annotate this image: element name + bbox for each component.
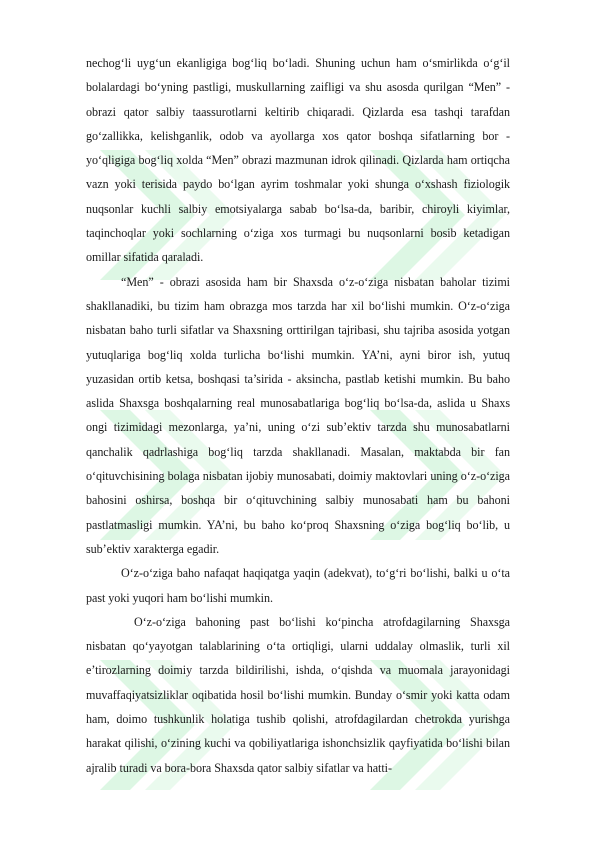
paragraph-3: O‘z-o‘ziga baho nafaqat haqiqatga yaqin (adekvat), to‘g‘ri bo‘lishi, balki u o‘ta past yoki yuqori ham bo‘lishi mumkin.	[86, 566, 510, 605]
paragraph-1: nechog‘li uyg‘un ekanligiga bog‘liq bo‘ladi. Shuning uchun ham o‘smirlikda o‘g‘il bolalardagi bo‘yning pastligi, muskullarning zaifligi va shu asosda qurilgan “Men” - obrazi qator salbiy taassurotlarni keltirib chiqaradi. Qizlarda esa tashqi tarafdan go‘zallikka, kelishganlik, odob va ayollarga xos qator boshqa sifatlarning bor - yo‘qligiga bog‘liq xolda “Men” obrazi mazmunan idrok qilinadi. Qizlarda ham ortiqcha vazn yoki terisida paydo bo‘lgan ayrim toshmalar yoki shunga o‘xshash fiziologik nuqsonlar kuchli salbiy emotsiyalarga sabab bo‘lsa-da, baribir, chiroyli kiyimlar, taqinchoqlar yoki sochlarning o‘ziga xos turmagi bu nuqsonlarni bosib ketadigan omillar sifatida qaraladi.	[86, 56, 510, 265]
paragraph-2: “Men” - obrazi asosida ham bir Shaxsda o‘z-o‘ziga nisbatan baholar tizimi shakllanadiki, bu tizim ham obrazga mos tarzda har xil bo‘lishi mumkin. O‘z-o‘ziga nisbatan baho turli sifatlar va Shaxsning orttirilgan tajribasi, shu tajriba asosida yotgan yutuqlariga bog‘liq xolda turlicha bo‘lishi mumkin. YA’ni, ayni biror ish, yutuq yuzasidan ortib ketsa, boshqasi ta’sirida - aksincha, pastlab ketishi mumkin. Bu baho aslida Shaxsga boshqalarning real munosabatlariga bog‘liq bo‘lsa-da, aslida u Shaxs ongi tizimidagi mezonlarga, ya’ni, uning o‘zi sub’ektiv tarzda shu munosabatlarni qanchalik qadrlashiga bog‘liq tarzda shakllanadi. Masalan, maktabda bir fan o‘qituvchisining bolaga nisbatan ijobiy munosabati, doimiy maktovlari uning o‘z-o‘ziga bahosini oshirsa, boshqa bir o‘qituvchining salbiy munosabati ham bu bahoni pastlatmasligi mumkin. YA’ni, bu baho ko‘proq Shaxsning o‘ziga bog‘liq bo‘lib, u sub’ektiv xarakterga egadir.	[86, 274, 510, 556]
body-text	[86, 51, 510, 780]
paragraph-4: O‘z-o‘ziga bahoning past bo‘lishi ko‘pincha atrofdagilarning Shaxsga nisbatan qo‘yayotgan talablarining o‘ta ortiqligi, ularni uddalay olmaslik, turli xil e’tirozlarning doimiy tarzda bildirilishi, ishda, o‘qishda va muomala jarayonidagi muvaffaqiyatsizliklar oqibatida hosil bo‘lishi mumkin. Bunday o‘smir yoki katta odam ham, doimo tushkunlik holatiga tushib qolishi, atrofdagilardan chetrokda yurishga harakat qilishi, o‘zining kuchi va qobiliyatlariga ishonchsizlik qayfiyatida bo‘lishi bilan ajralib turadi va bora-bora Shaxsda qator salbiy sifatlar va hatti-	[86, 614, 510, 775]
